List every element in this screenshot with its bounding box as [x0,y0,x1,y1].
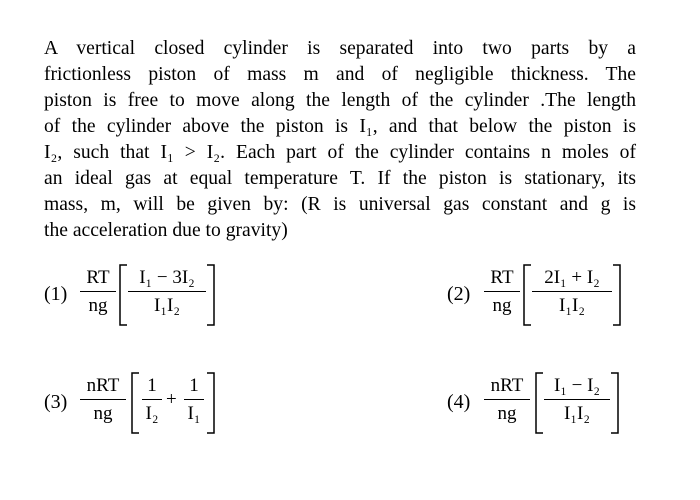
fraction-bar [532,291,612,292]
option-label: (3) [44,391,68,413]
fraction-bar [80,399,126,400]
coefficient-numerator: RT [86,267,110,288]
fraction-bar [484,399,530,400]
question-line: piston is free to move along the length of the cylinder .The length [44,90,636,111]
fraction-bar [484,291,520,292]
fraction-bar [80,291,116,292]
fraction-bar [142,399,162,400]
coefficient-numerator: nRT [490,375,524,396]
coefficient-denominator: ng [93,403,113,424]
bracket-denominator: I₁ [187,403,201,424]
fraction-bar [128,291,206,292]
question-text [44,36,636,244]
fraction-bar [544,399,610,400]
right-bracket [206,264,216,326]
fraction-bar [184,399,204,400]
bracket-numerator: 2I₁ + I₂ [544,267,600,288]
bracket-numerator: I₁ − I₂ [553,375,601,396]
right-bracket [610,372,620,434]
bracket-denominator: I₁I₂ [559,295,585,316]
bracket-numerator: 1 [147,375,157,396]
left-bracket [118,264,128,326]
coefficient-numerator: RT [490,267,514,288]
left-bracket [522,264,532,326]
plus-operator: + [166,389,177,410]
bracket-fraction [544,374,610,426]
coefficient-denominator: ng [88,295,108,316]
bracket-fraction [532,266,612,318]
question-line: mass, m, will be given by: (R is universal gas constant and g is [44,194,636,215]
coefficient-fraction [484,266,520,318]
right-bracket [206,372,216,434]
bracket-numerator: I₁ − 3I₂ [139,267,195,288]
coefficient-denominator: ng [492,295,512,316]
left-bracket [534,372,544,434]
bracket-fraction-a [142,374,162,426]
right-bracket [612,264,622,326]
coefficient-numerator: nRT [86,375,120,396]
bracket-fraction [128,266,206,318]
coefficient-fraction [80,266,116,318]
option-label: (4) [447,391,471,413]
bracket-denominator: I₁I₂ [564,403,590,424]
coefficient-fraction [80,374,126,426]
question-line: I₂, such that I₁ > I₂. Each part of the cylinder contains n moles of [44,142,636,163]
bracket-numerator: 1 [189,375,199,396]
option-label: (2) [447,283,471,305]
question-line: of the cylinder above the piston is I₁, and that below the piston is [44,116,636,137]
question-line: A vertical closed cylinder is separated into two parts by a [44,38,636,59]
left-bracket [130,372,140,434]
coefficient-denominator: ng [497,403,517,424]
bracket-denominator: I₁I₂ [154,295,180,316]
question-line: frictionless piston of mass m and of negligible thickness. The [44,64,636,85]
bracket-fraction-b [184,374,204,426]
option-label: (1) [44,283,68,305]
coefficient-fraction [484,374,530,426]
question-line: the acceleration due to gravity) [44,220,288,241]
question-line: an ideal gas at equal temperature T. If the piston is stationary, its [44,168,636,189]
bracket-denominator: I₂ [145,403,159,424]
